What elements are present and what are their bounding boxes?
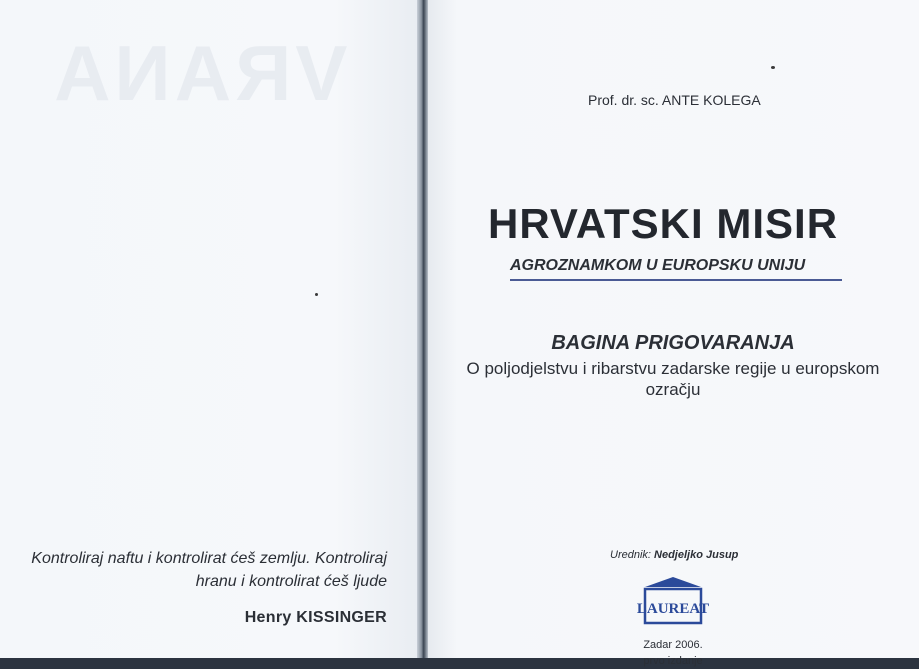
editor-label: Urednik:	[610, 549, 651, 561]
title-page	[428, 0, 919, 667]
section-title: BAGINA PRIGOVARANJA	[551, 332, 795, 354]
author-name: Prof. dr. sc. ANTE KOLEGA	[588, 92, 761, 108]
publisher-logo	[636, 575, 710, 625]
left-page	[0, 0, 417, 658]
book-title: HRVATSKI MISIR	[488, 200, 839, 247]
imprint-edition: prvo izdanje	[643, 655, 703, 667]
section-description: O poljodjelstvu i ribarstvu zadarske regije u europskom ozračju	[466, 359, 880, 399]
editor-name: Nedjeljko Jusup	[654, 549, 739, 561]
paper-speck	[315, 293, 318, 296]
imprint	[608, 637, 738, 669]
editor-credit	[610, 549, 738, 561]
epigraph-quote: Kontroliraj naftu i kontrolirat ćeš zemlju. Kontroliraj hranu i kontrolirat ćeš ljude	[31, 550, 387, 590]
imprint-place-year: Zadar 2006.	[643, 639, 703, 651]
book-subtitle: AGROZNAMKOM U EUROPSKU UNIJU	[510, 257, 842, 281]
epigraph-author: Henry KISSINGER	[244, 609, 387, 626]
paper-speck	[771, 66, 775, 69]
logo-text: LAUREAT	[636, 601, 710, 617]
show-through-text: VRANA	[50, 29, 348, 117]
book-gutter	[417, 0, 428, 658]
logo-roof	[645, 577, 701, 587]
